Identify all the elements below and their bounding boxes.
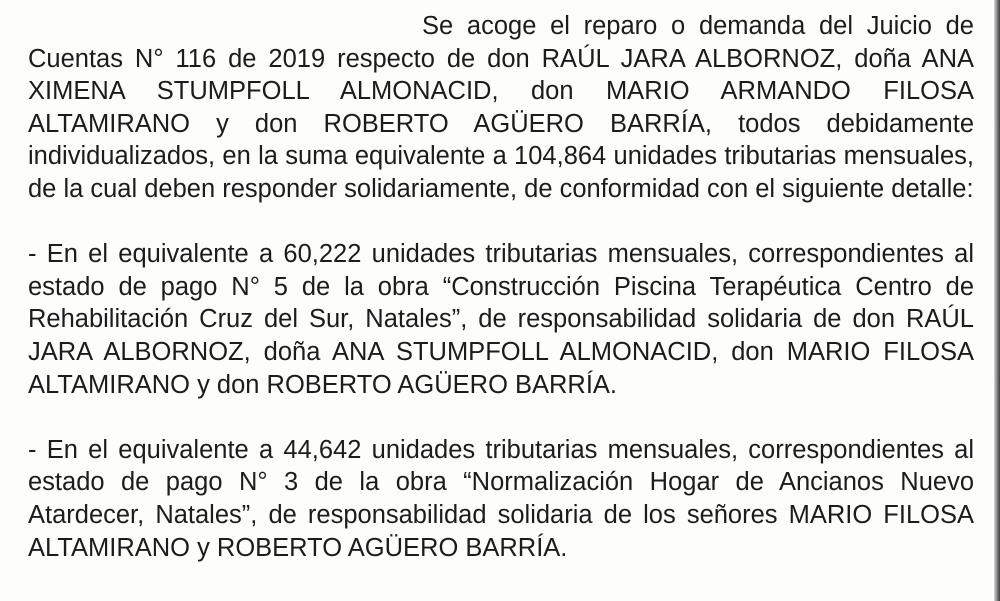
paragraph-spacer (28, 206, 974, 239)
document-body (28, 10, 974, 564)
scan-border-edge (994, 0, 1000, 601)
detail-item-hogar-ancianos: - En el equivalente a 44,642 unidades tributarias mensuales, correspondientes al estado de pago N° 3 de la obra “Normalización Hogar de Ancianos Nuevo Atardecer, Natales”, de responsabilidad solidaria de los señores MARIO FILOSA ALTAMIRANO y ROBERTO AGÜERO BARRÍA. (28, 435, 974, 562)
paragraph-spacer (28, 401, 974, 434)
ruling-paragraph: Se acoge el reparo o demanda del Juicio de Cuentas N° 116 de 2019 respecto de don RAÚL JARA ALBORNOZ, doña ANA XIMENA STUMPFOLL ALMONACID, don MARIO ARMANDO FILOSA ALTAMIRANO y don ROBERTO AGÜERO BARRÍA, todos debidamente individualizados, en la suma equivalente a 104,864 unidades tributarias mensuales, de la cual deben responder solidariamente, de conformidad con el siguiente detalle: (28, 12, 974, 203)
detail-item-piscina: - En el equivalente a 60,222 unidades tributarias mensuales, correspondientes al estado de pago N° 5 de la obra “Construcción Piscina Terapéutica Centro de Rehabilitación Cruz del Sur, Natales”, de responsabilidad solidaria de don RAÚL JARA ALBORNOZ, doña ANA STUMPFOLL ALMONACID, don MARIO FILOSA ALTAMIRANO y don ROBERTO AGÜERO BARRÍA. (28, 240, 974, 399)
